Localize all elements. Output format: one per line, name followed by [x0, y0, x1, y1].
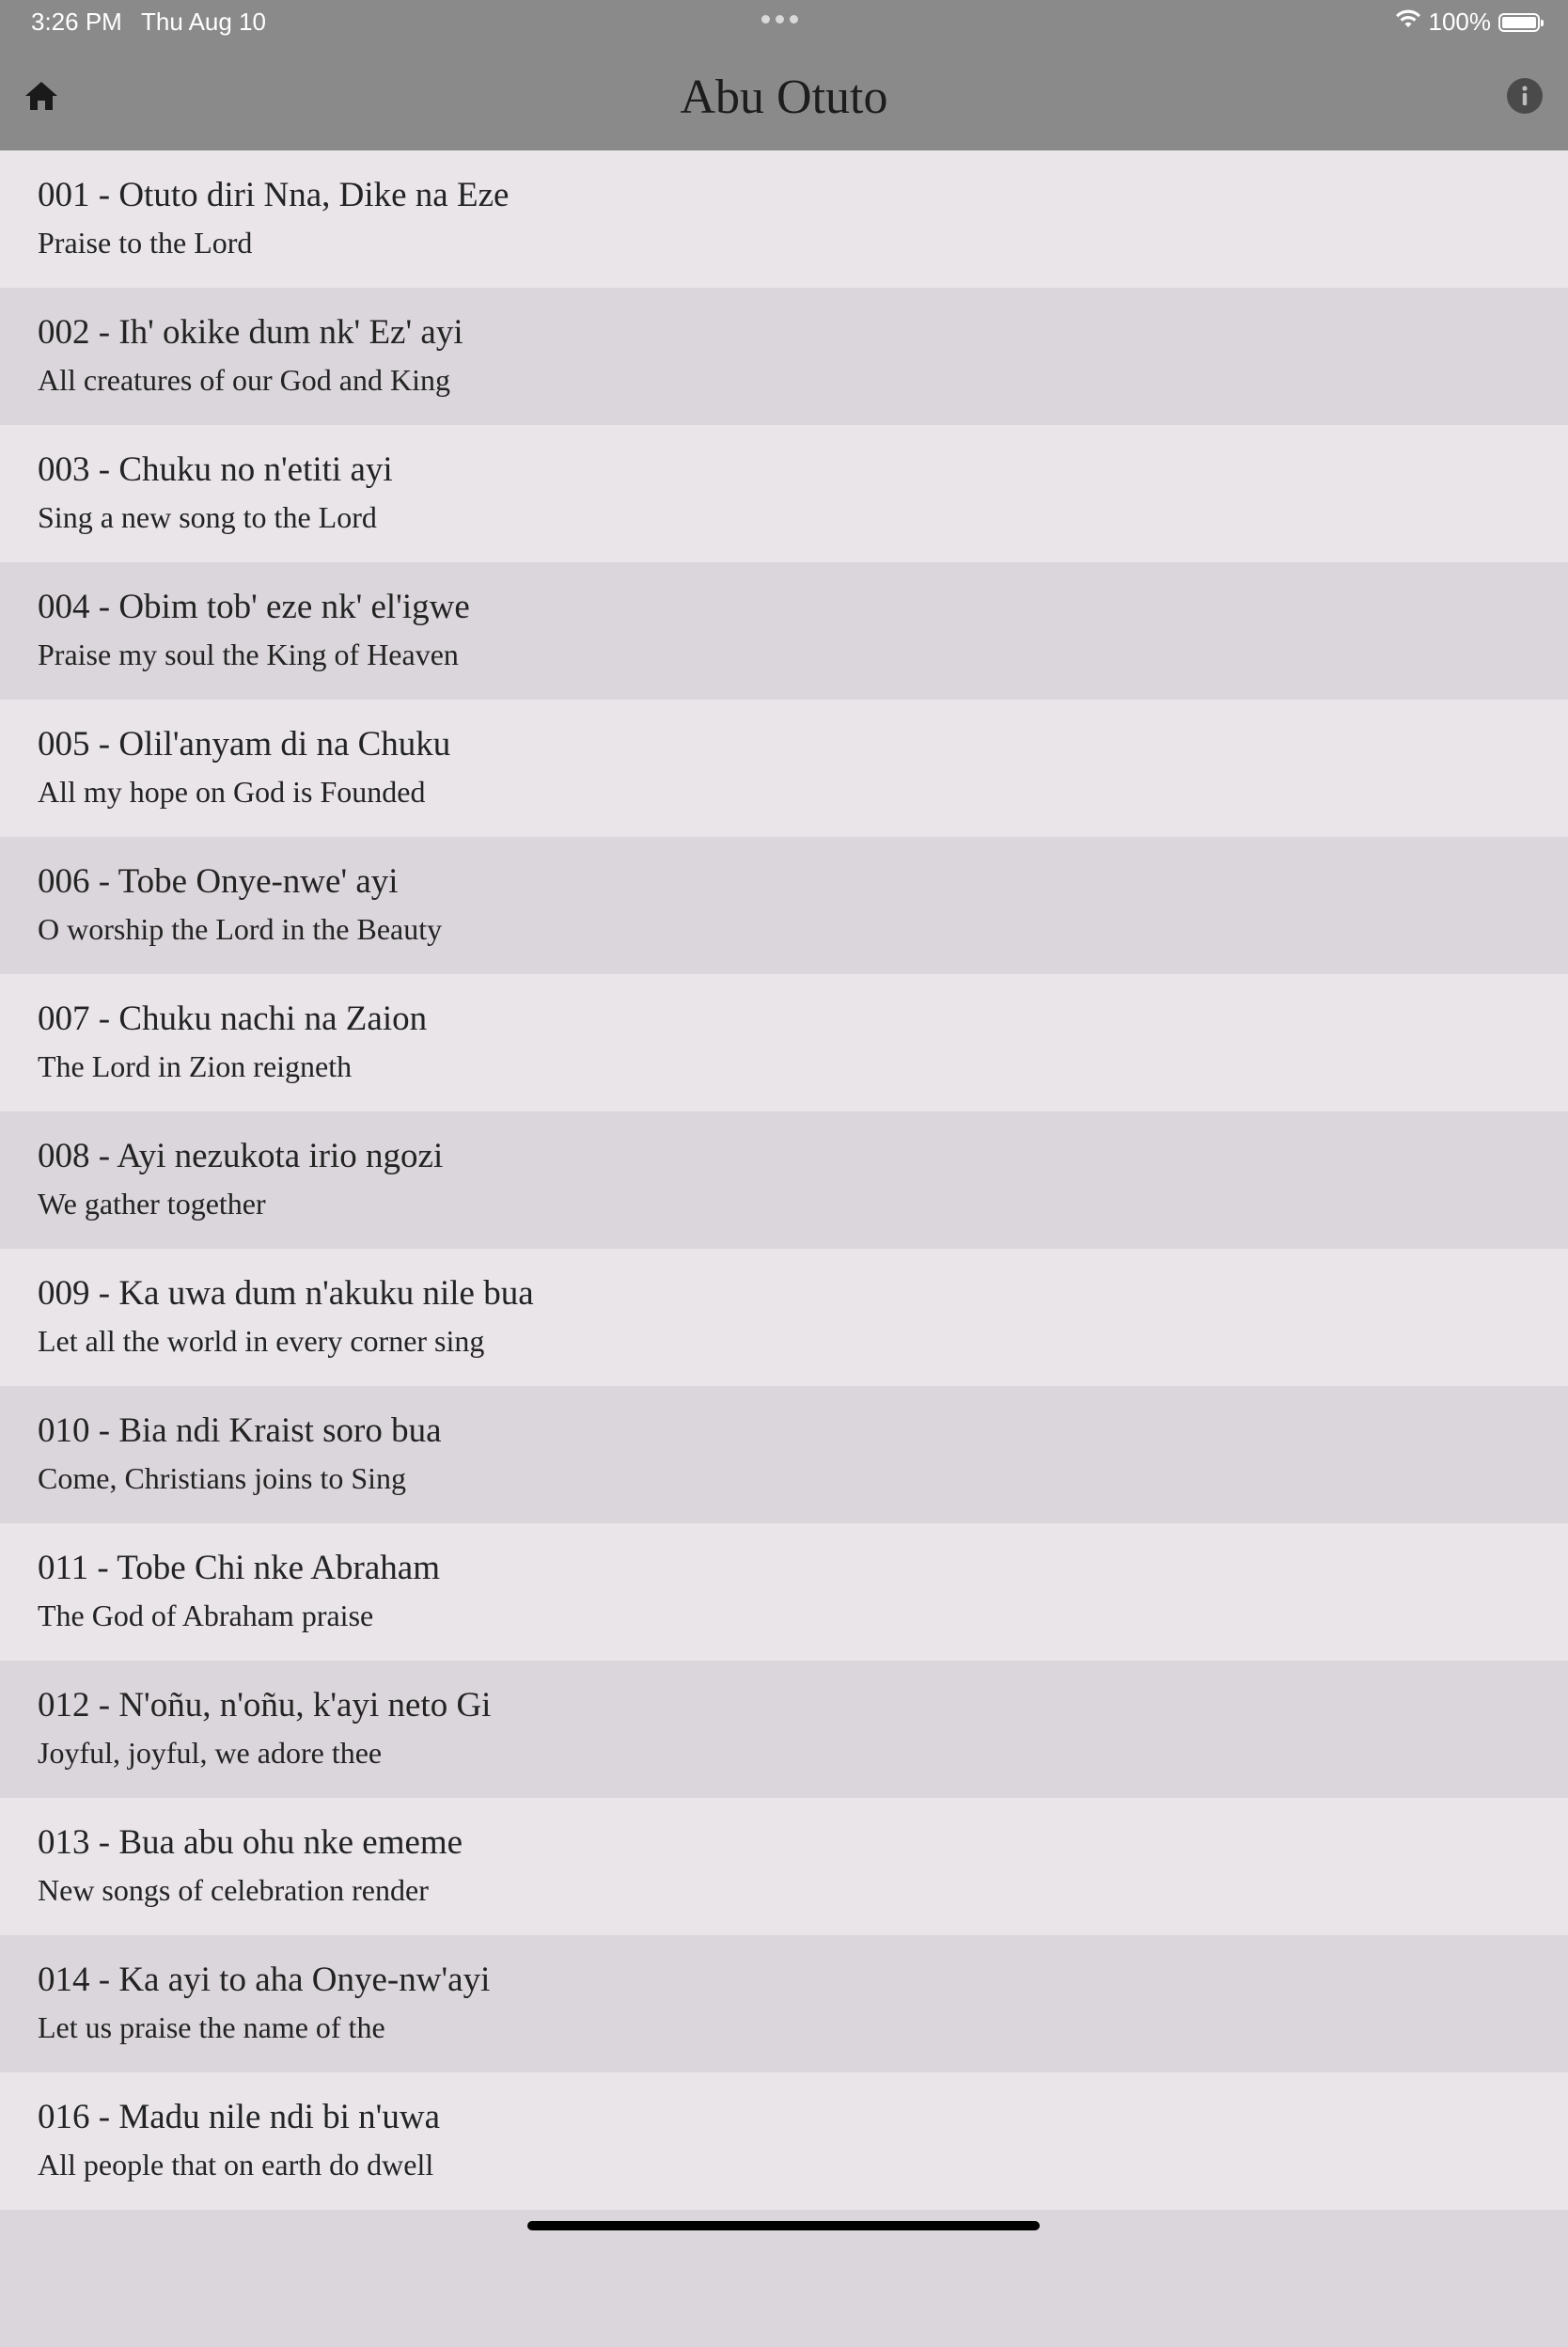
hymn-row-016[interactable]: [0, 2072, 1568, 2210]
status-right: [1395, 8, 1541, 37]
hymn-subtitle: Come, Christians joins to Sing: [38, 1461, 407, 1495]
hymn-row-006[interactable]: [0, 837, 1568, 974]
status-bar: [0, 0, 1568, 43]
hymn-row-005[interactable]: [0, 700, 1568, 837]
hymn-row-013[interactable]: [0, 1798, 1568, 1935]
hymn-row-009[interactable]: [0, 1249, 1568, 1386]
hymn-subtitle: The Lord in Zion reigneth: [38, 1049, 353, 1083]
battery-percent: 100%: [1428, 8, 1491, 36]
multitasking-dots-icon[interactable]: [761, 15, 798, 24]
info-icon: [1506, 77, 1544, 119]
hymn-title: 005 - Olil'anyam di na Chuku: [38, 725, 451, 764]
hymn-title: 001 - Otuto diri Nna, Dike na Eze: [38, 176, 510, 214]
hymn-subtitle: Joyful, joyful, we adore thee: [38, 1736, 383, 1770]
hymn-row-004[interactable]: [0, 562, 1568, 700]
info-button[interactable]: [1504, 77, 1545, 118]
hymn-subtitle: Praise my soul the King of Heaven: [38, 638, 459, 671]
hymn-title: 013 - Bua abu ohu nke ememe: [38, 1823, 463, 1862]
hymn-title: 008 - Ayi nezukota irio ngozi: [38, 1137, 444, 1175]
wifi-icon: [1395, 8, 1421, 37]
hymn-title: 012 - N'oñu, n'oñu, k'ayi neto Gi: [38, 1686, 492, 1725]
hymn-subtitle: We gather together: [38, 1187, 266, 1221]
hymn-subtitle: All creatures of our God and King: [38, 363, 450, 397]
hymn-subtitle: Let all the world in every corner sing: [38, 1324, 485, 1358]
hymn-subtitle: Sing a new song to the Lord: [38, 500, 377, 534]
hymn-subtitle: O worship the Lord in the Beauty: [38, 912, 443, 946]
hymn-title: 016 - Madu nile ndi bi n'uwa: [38, 2098, 440, 2136]
hymn-subtitle: All people that on earth do dwell: [38, 2148, 434, 2182]
home-indicator[interactable]: [527, 2221, 1040, 2230]
status-time: 3:26 PM: [31, 8, 122, 36]
hymn-title: 004 - Obim tob' eze nk' el'igwe: [38, 588, 470, 626]
navigation-bar: [0, 43, 1568, 150]
hymn-subtitle: All my hope on God is Founded: [38, 775, 426, 809]
hymn-row-010[interactable]: [0, 1386, 1568, 1523]
hymn-row-011[interactable]: [0, 1523, 1568, 1661]
hymn-subtitle: The God of Abraham praise: [38, 1599, 374, 1632]
page-title: Abu Otuto: [680, 71, 888, 124]
hymn-row-014[interactable]: [0, 1935, 1568, 2072]
hymn-subtitle: Praise to the Lord: [38, 226, 253, 260]
hymn-row-012[interactable]: [0, 1661, 1568, 1798]
hymn-title: 002 - Ih' okike dum nk' Ez' ayi: [38, 313, 463, 352]
hymn-title: 003 - Chuku no n'etiti ayi: [38, 450, 393, 489]
hymn-title: 006 - Tobe Onye-nwe' ayi: [38, 862, 399, 901]
hymn-row-002[interactable]: [0, 288, 1568, 425]
hymn-title: 009 - Ka uwa dum n'akuku nile bua: [38, 1274, 534, 1313]
hymn-row-003[interactable]: [0, 425, 1568, 562]
hymn-row-007[interactable]: [0, 974, 1568, 1111]
hymn-title: 007 - Chuku nachi na Zaion: [38, 1000, 428, 1038]
status-date: Thu Aug 10: [141, 8, 266, 36]
hymn-row-001[interactable]: [0, 150, 1568, 288]
hymn-title: 010 - Bia ndi Kraist soro bua: [38, 1411, 442, 1450]
battery-icon: [1498, 13, 1540, 32]
hymn-title: 014 - Ka ayi to aha Onye-nw'ayi: [38, 1961, 491, 1999]
hymn-subtitle: New songs of celebration render: [38, 1873, 429, 1907]
hymn-list: [0, 150, 1568, 2347]
hymn-subtitle: Let us praise the name of the: [38, 2010, 385, 2044]
hymn-title: 011 - Tobe Chi nke Abraham: [38, 1549, 440, 1587]
hymn-row-008[interactable]: [0, 1111, 1568, 1249]
